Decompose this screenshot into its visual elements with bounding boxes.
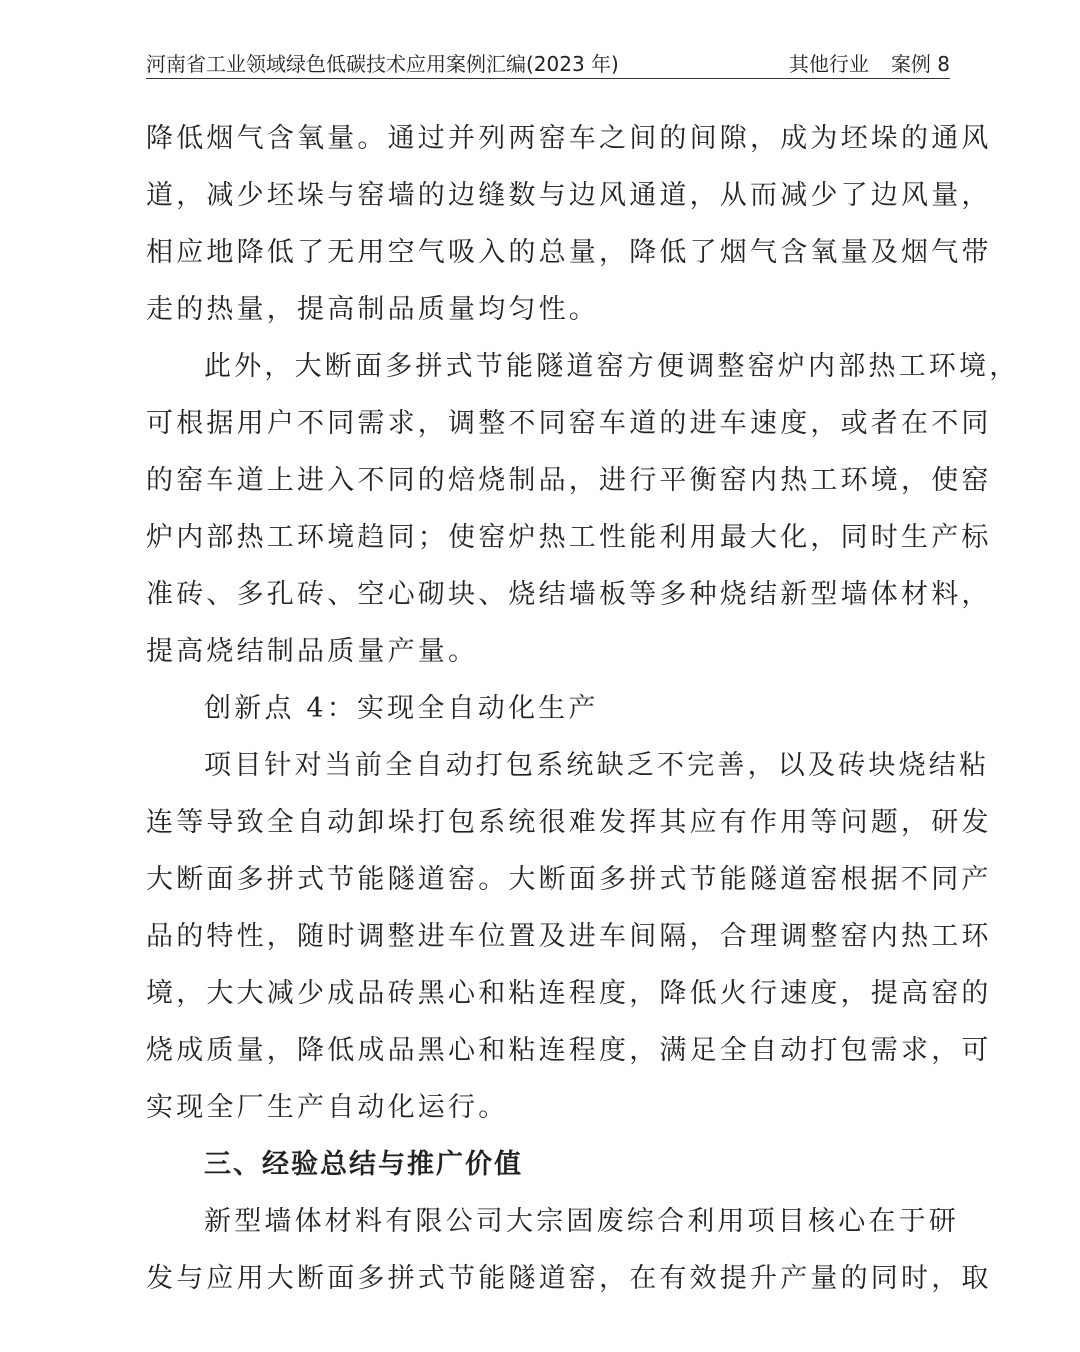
paragraph-start-line: 此外，大断面多拼式节能隧道窑方便调整窑炉内部热工环境， [204, 351, 1020, 382]
text-line: 发与应用大断面多拼式节能隧道窑，在有效提升产量的同时，取 [146, 1263, 992, 1294]
text-line: 炉内部热工环境趋同；使窑炉热工性能利用最大化，同时生产标 [146, 522, 992, 553]
text-line: 相应地降低了无用空气吸入的总量，降低了烟气含氧量及烟气带 [146, 237, 992, 268]
text-line: 准砖、多孔砖、空心砌块、烧结墙板等多种烧结新型墙体材料， [146, 579, 992, 610]
text-line: 实现全厂生产自动化运行。 [146, 1092, 509, 1123]
text-line: 提高烧结制品质量产量。 [146, 636, 479, 667]
running-header [146, 44, 950, 79]
innovation-subheading: 创新点 4：实现全自动化生产 [204, 693, 599, 724]
paragraph-start-line: 新型墙体材料有限公司大宗固废综合利用项目核心在于研 [204, 1206, 959, 1237]
body-text [146, 110, 1020, 1307]
text-line: 走的热量，提高制品质量均匀性。 [146, 294, 599, 325]
text-line: 境，大大减少成品砖黑心和粘连程度，降低火行速度，提高窑的 [146, 978, 992, 1009]
header-case-info [767, 48, 950, 77]
section-heading: 三、经验总结与推广价值 [204, 1149, 523, 1180]
text-line: 道，减少坯垛与窑墙的边缝数与边风通道，从而减少了边风量， [146, 180, 992, 211]
text-line: 可根据用户不同需求，调整不同窑车道的进车速度，或者在不同 [146, 408, 992, 439]
text-line: 的窑车道上进入不同的焙烧制品，进行平衡窑内热工环境，使窑 [146, 465, 992, 496]
text-line: 连等导致全自动卸垛打包系统很难发挥其应有作用等问题，研发 [146, 807, 992, 838]
paragraph-start-line: 项目针对当前全自动打包系统缺乏不完善，以及砖块烧结粘 [204, 750, 990, 781]
header-category: 其他行业 [788, 52, 869, 76]
text-line: 降低烟气含氧量。通过并列两窑车之间的间隙，成为坯垛的通风 [146, 123, 992, 154]
text-line: 大断面多拼式节能隧道窑。大断面多拼式节能隧道窑根据不同产 [146, 864, 992, 895]
header-case-number: 案例 8 [890, 52, 950, 76]
header-title: 河南省工业领域绿色低碳技术应用案例汇编(2023 年) [146, 52, 619, 76]
text-line: 品的特性，随时调整进车位置及进车间隔，合理调整窑内热工环 [146, 921, 992, 952]
text-line: 烧成质量，降低成品黑心和粘连程度，满足全自动打包需求，可 [146, 1035, 992, 1066]
